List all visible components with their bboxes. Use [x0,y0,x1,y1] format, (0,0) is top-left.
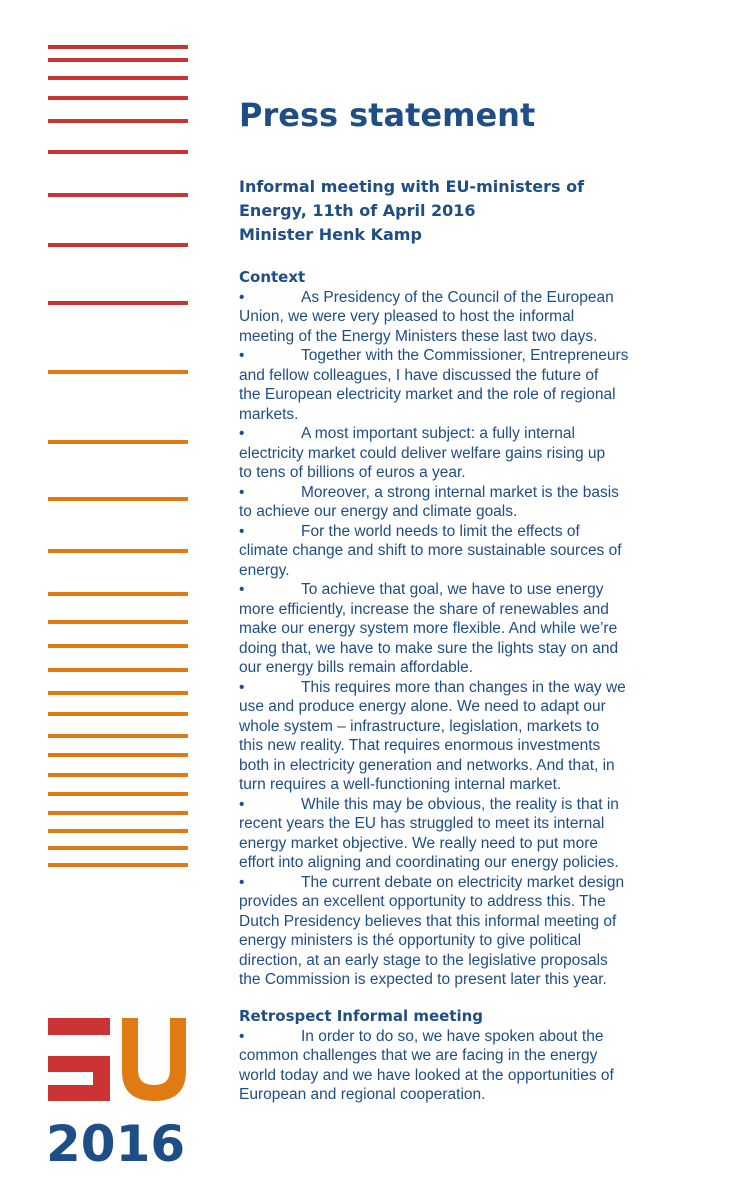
line-text: use and produce energy alone. We need to adapt our [239,698,606,715]
paragraph-line [239,931,709,951]
paragraph-line [239,600,709,620]
bullet-icon: • [239,347,245,364]
paragraph-line [239,639,709,659]
paragraph-line [239,444,709,464]
paragraph-line [239,483,709,503]
bullet-paragraph [239,424,709,483]
line-text: electricity market could deliver welfare gains rising up [239,444,606,462]
paragraph-line [239,405,709,425]
red-stripe [48,76,188,80]
paragraph-line [239,307,709,327]
orange-stripe [48,792,188,796]
paragraph-line [239,853,709,873]
line-text: Moreover, a strong internal market is the basis [301,483,619,501]
bullet-icon: • [239,483,245,501]
line-text: this new reality. That requires enormous investments [239,737,601,754]
bullet-icon: • [239,522,245,540]
line-text: Together with the Commissioner, Entrepreneurs [301,347,629,364]
bullet-paragraph [239,873,709,990]
line-text: To achieve that goal, we have to use energy [301,581,604,598]
bullet-icon: • [239,873,245,891]
paragraph-line [239,561,709,581]
line-text: world today and we have looked at the opportunities of [239,1066,614,1084]
line-text: meeting of the Energy Ministers these last two days. [239,327,598,345]
paragraph-line [239,502,709,522]
paragraph-line [239,697,709,717]
orange-stripe [48,644,188,648]
orange-stripe [48,863,188,867]
stripe-decoration [48,0,188,900]
orange-stripe [48,668,188,672]
paragraph-line [239,873,709,893]
line-text: to tens of billions of euros a year. [239,464,466,481]
bullet-paragraph [239,1027,709,1105]
paragraph-line [239,1027,709,1047]
bullet-icon: • [239,581,245,598]
orange-stripe [48,691,188,695]
logo-year: 2016 [48,1115,186,1165]
line-text: whole system – infrastructure, legislation, markets to [239,717,600,735]
line-text: and fellow colleagues, I have discussed the future of [239,366,599,384]
line-text: both in electricity generation and networks. And that, in [239,756,615,774]
line-text: This requires more than changes in the way we [301,678,626,696]
paragraph-line [239,795,709,815]
line-text: our energy bills remain affordable. [239,659,474,676]
red-stripe [48,243,188,247]
line-text: While this may be obvious, the reality is that in [301,795,619,813]
paragraph-line [239,366,709,386]
line-text: more efficiently, increase the share of renewables and [239,600,609,618]
paragraph-line [239,814,709,834]
bullet-paragraph [239,795,709,873]
red-stripe [48,45,188,49]
bullet-icon: • [239,288,245,306]
red-stripe [48,301,188,305]
bullet-icon: • [239,1027,245,1045]
line-text: European and regional cooperation. [239,1086,486,1103]
paragraph-line [239,892,709,912]
bullet-paragraph [239,678,709,795]
paragraph-line [239,385,709,405]
orange-stripe [48,846,188,850]
line-text: Union, we were very pleased to host the informal [239,308,575,325]
paragraph-line [239,346,709,366]
orange-stripe [48,497,188,501]
line-text: energy market objective. We really need to put more [239,834,598,852]
paragraph-line [239,678,709,698]
red-stripe [48,119,188,123]
line-text: energy. [239,561,290,579]
paragraph-line [239,912,709,932]
paragraph-line [239,580,709,600]
orange-stripe [48,620,188,624]
paragraph-line [239,1046,709,1066]
orange-stripe [48,440,188,444]
paragraph-line [239,756,709,776]
paragraph-line [239,736,709,756]
bullet-icon: • [239,678,245,696]
red-stripe [48,96,188,100]
nl-eu-2016-logo [48,1015,188,1165]
bullet-icon: • [239,425,245,442]
line-text: to achieve our energy and climate goals. [239,503,518,520]
paragraph-line [239,541,709,561]
paragraph-line [239,619,709,639]
line-text: make our energy system more flexible. And while we’re [239,620,618,637]
line-text: markets. [239,405,299,423]
paragraph-line [239,775,709,795]
line-text: In order to do so, we have spoken about the [301,1027,604,1045]
line-text: The current debate on electricity market design [301,873,625,891]
orange-stripe [48,811,188,815]
line-text: common challenges that we are facing in the energy [239,1047,598,1064]
orange-stripe [48,592,188,596]
line-text: direction, at an early stage to the legislative proposals [239,951,608,969]
line-text: the Commission is expected to present later this year. [239,971,607,988]
paragraph-line [239,834,709,854]
red-stripe [48,150,188,154]
section-0 [239,268,709,990]
subtitle-line: Minister Henk Kamp [239,225,422,244]
paragraph-line [239,658,709,678]
paragraph-line [239,951,709,971]
line-text: As Presidency of the Council of the European [301,288,614,306]
paragraph-line [239,1066,709,1086]
line-text: recent years the EU has struggled to meet its internal [239,815,605,832]
section-1 [239,1007,709,1105]
line-text: For the world needs to limit the effects of [301,522,580,540]
bullet-paragraph [239,483,709,522]
line-text: provides an excellent opportunity to address this. The [239,893,606,910]
orange-stripe [48,712,188,716]
section-heading: Retrospect Informal meeting [239,1007,484,1025]
page-title: Press statement [239,96,536,134]
orange-stripe [48,773,188,777]
subtitle [239,175,584,247]
bullet-paragraph [239,346,709,424]
paragraph-line [239,970,709,990]
subtitle-line: Energy, 11th of April 2016 [239,201,476,220]
orange-stripe [48,829,188,833]
line-text: climate change and shift to more sustainable sources of [239,542,622,559]
subtitle-line: Informal meeting with EU-ministers of [239,177,585,196]
paragraph-line [239,327,709,347]
section-heading: Context [239,268,306,286]
red-stripe [48,58,188,62]
line-text: Dutch Presidency believes that this informal meeting of [239,912,617,930]
orange-stripe [48,753,188,757]
line-text: effort into aligning and coordinating our energy policies. [239,854,619,871]
line-text: turn requires a well-functioning internal market. [239,776,562,793]
paragraph-line [239,717,709,737]
bullet-paragraph [239,580,709,678]
orange-stripe [48,549,188,553]
orange-stripe [48,370,188,374]
line-text: the European electricity market and the role of regional [239,386,616,403]
line-text: A most important subject: a fully internal [301,425,575,442]
bullet-paragraph [239,522,709,581]
paragraph-line [239,424,709,444]
paragraph-line [239,288,709,308]
orange-stripe [48,734,188,738]
paragraph-line [239,463,709,483]
bullet-icon: • [239,795,245,813]
line-text: energy ministers is thé opportunity to give political [239,932,582,949]
red-stripe [48,193,188,197]
line-text: doing that, we have to make sure the lights stay on and [239,639,619,657]
bullet-paragraph [239,288,709,347]
paragraph-line [239,1085,709,1105]
paragraph-line [239,522,709,542]
